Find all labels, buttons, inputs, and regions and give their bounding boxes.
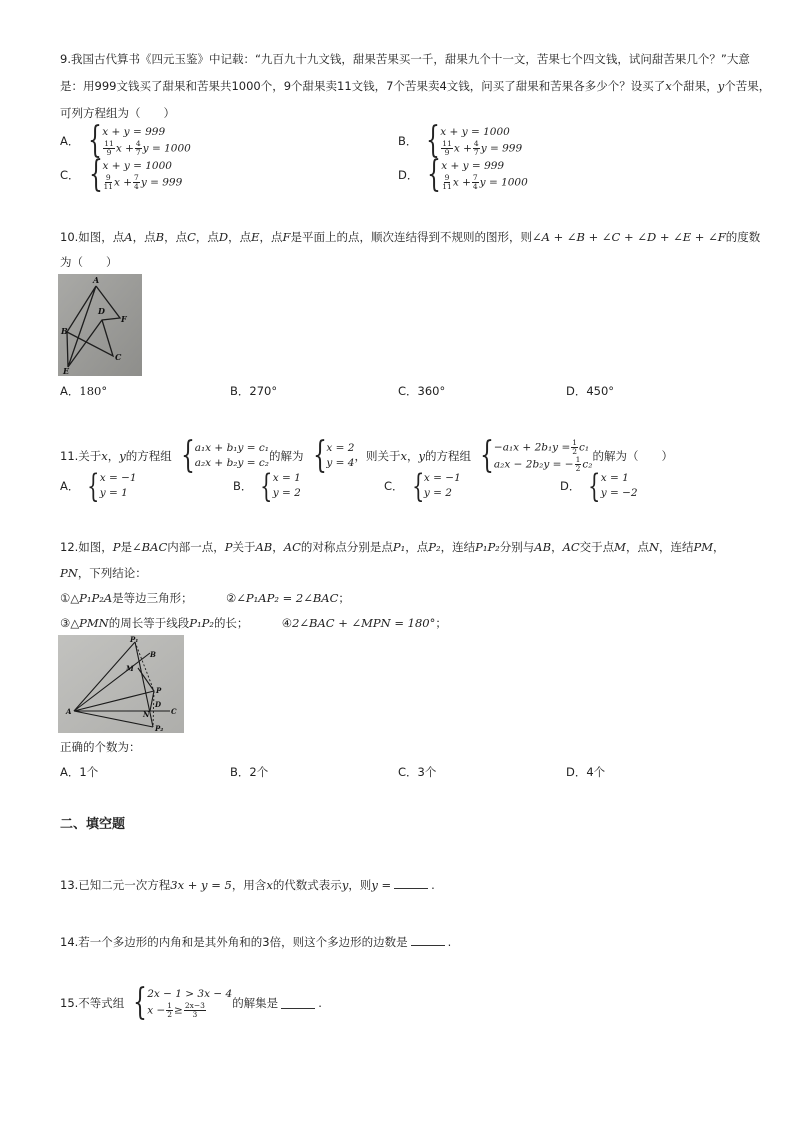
q9-option-d[interactable]: D． { x + y = 999 $\frac{9}{11}$ x + $\frac{7}{4}$ y = 1000 [398, 154, 528, 195]
q12-option-d[interactable]: D．4个 [566, 765, 606, 779]
q10-option-c[interactable]: C．360° [398, 384, 446, 398]
label-d: D [98, 306, 105, 316]
label-d: D [155, 700, 162, 709]
q10-line1: 10.如图，点A，点B，点C，点D，点E，点F是平面上的点，顺次连结得到不规则的图形，则∠A + ∠B + ∠C + ∠D + ∠E + ∠F的度数 [60, 230, 761, 244]
label-f: F [121, 314, 127, 324]
q11-option-d[interactable]: D． { x = 1 y = −2 [560, 467, 638, 505]
label-p1: P₁ [130, 635, 139, 644]
section-title-fill-in: 二、填空题 [60, 817, 126, 832]
q10-figure-svg [58, 274, 142, 376]
q10-option-a[interactable]: A．180° [60, 384, 108, 398]
q12-line2: PN，下列结论： [60, 566, 147, 580]
q9-line2: 是：用999文钱买了甜果和苦果共1000个，9个甜果卖11文钱，7个苦果卖4文钱，问买了甜果和苦果各多少个？设买了x个甜果，y个苦果， [60, 79, 771, 93]
q9-option-c[interactable]: C． { x + y = 1000 $\frac{9}{11}$ x + $\frac{7}{4}$ y = 999 [60, 154, 183, 195]
label-n: N [143, 710, 150, 719]
label-p: P [156, 686, 162, 695]
q10-line2: 为（ ） [60, 255, 118, 269]
q12-option-c[interactable]: C．3个 [398, 765, 437, 779]
photo-background [58, 635, 184, 733]
label-c: C [171, 707, 177, 716]
q11-option-c[interactable]: C． { x = −1 y = 2 [384, 467, 461, 505]
q9-option-b[interactable]: B． { x + y = 1000 $\frac{11}{9}$ x + $\frac{4}{7}$ y = 999 [398, 120, 523, 161]
q12-option-b[interactable]: B．2个 [230, 765, 269, 779]
q10-option-b[interactable]: B．270° [230, 384, 278, 398]
label-b: B [61, 326, 68, 336]
q11-option-a[interactable]: A． { x = −1 y = 1 [60, 467, 137, 505]
label-m: M [126, 664, 134, 673]
q11-option-b[interactable]: B． { x = 1 y = 2 [233, 467, 301, 505]
q11-stem: 11.关于 x ， y 的方程组 { a₁x + b₁y = c₁ a₂x + b₂y = c₂ 的解为 { x = 2 y = 4 ，则关于 x ， y 的方程组 { −a₁x + 2b₁y = $\frac{1}{2}$ c₁ a₂x − 2b₂y = − $\frac{1}{2}$ c₂ 的解为（ ） [60, 435, 673, 476]
label-p2: P₂ [155, 724, 164, 733]
q12-option-a[interactable]: A．1个 [60, 765, 99, 779]
q9-line3: 可列方程组为（ ） [60, 106, 175, 120]
q10-figure [58, 274, 142, 376]
q9-option-a[interactable]: A． { x + y = 999 $\frac{11}{9}$ x + $\frac{4}{7}$ y = 1000 [60, 120, 191, 161]
q12-count-question: 正确的个数为： [60, 740, 141, 754]
label-c: C [115, 352, 122, 362]
q15-answer-blank[interactable] [281, 998, 315, 1009]
label-a: A [66, 707, 72, 716]
q12-conclusions-row1: ①△P₁P₂A是等边三角形； ②∠P₁AP₂ = 2∠BAC； [60, 591, 350, 605]
q12-figure-svg [58, 635, 184, 733]
q10-option-d[interactable]: D．450° [566, 384, 615, 398]
label-e: E [63, 366, 70, 376]
q13-text: 13.已知二元一次方程3x + y = 5，用含x的代数式表示y，则y = . [60, 878, 435, 892]
q9-line1: 9.我国古代算书《四元玉鉴》中记载：“九百九十九文钱，甜果苦果买一千，甜果九个十一文，苦果七个四文钱，试问甜苦果几个？”大意 [60, 52, 750, 66]
q15-text: 15.不等式组 { 2x − 1 > 3x − 4 x − $\frac{1}{2}$ ≥ $\frac{2x-3}{3}$ 的解集是 . [60, 982, 322, 1023]
q14-answer-blank[interactable] [411, 935, 445, 946]
q12-figure [58, 635, 184, 733]
q12-line1: 12.如图，P是∠BAC内部一点，P关于AB，AC的对称点分别是点P₁，点P₂，连结P₁P₂分别与AB，AC交于点M，点N，连结PM， [60, 540, 725, 554]
q13-answer-blank[interactable] [394, 878, 428, 889]
label-a: A [93, 275, 100, 285]
q12-conclusions-row2: ③△PMN的周长等于线段P₁P₂的长； ④2∠BAC + ∠MPN = 180°； [60, 616, 447, 630]
label-b: B [150, 650, 156, 659]
q14-text: 14.若一个多边形的内角和是其外角和的3倍，则这个多边形的边数是 . [60, 935, 452, 949]
